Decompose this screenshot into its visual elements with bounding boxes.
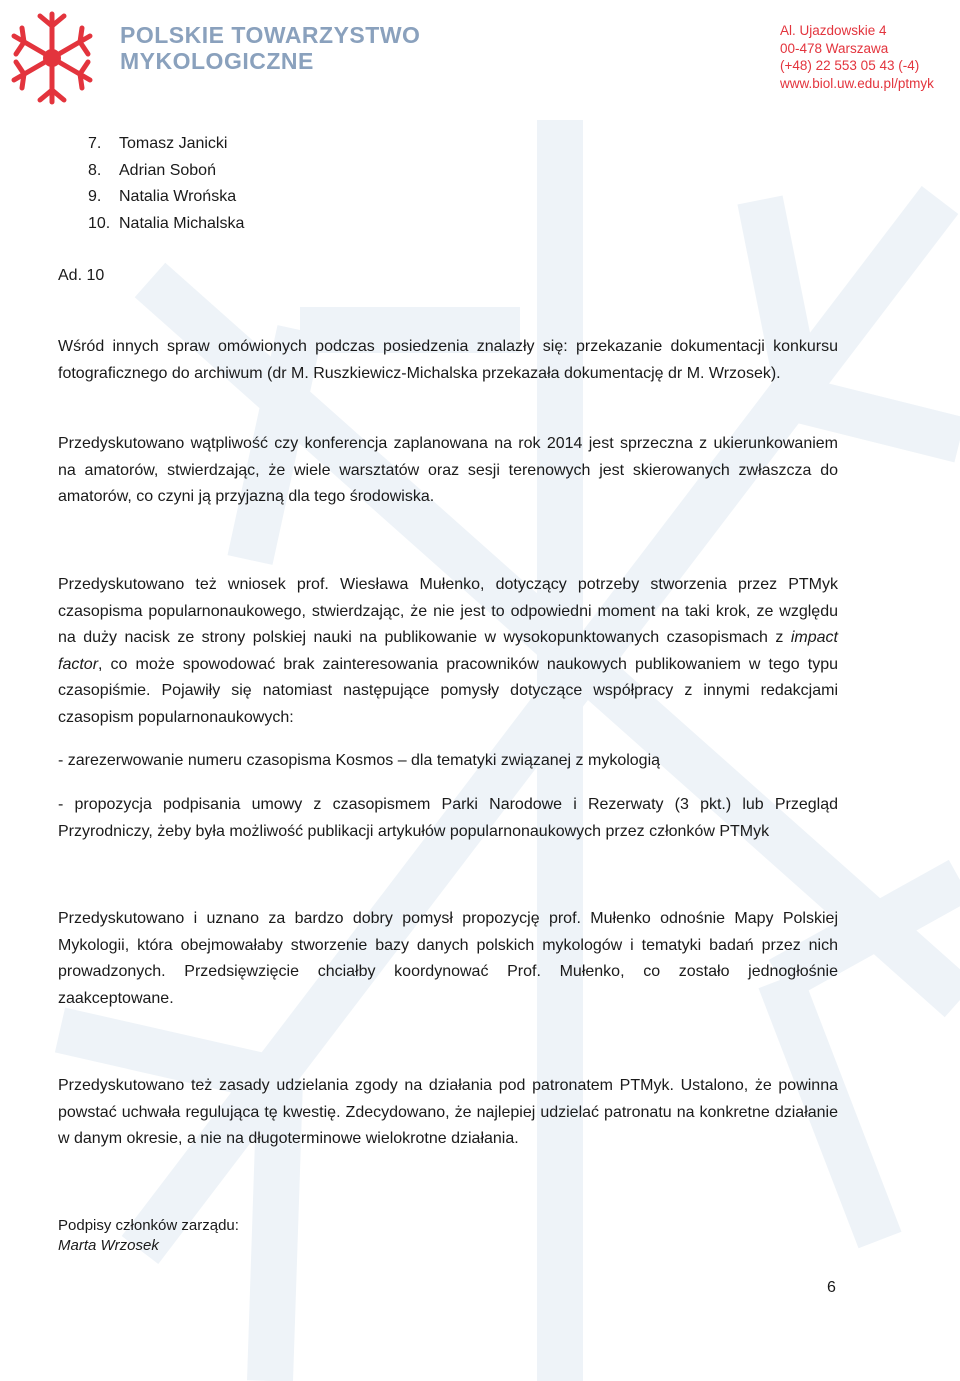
- paragraph-text: , co może spowodować brak zainteresowania pracowników naukowych publikowaniem w tego typu czasopiśmie. Pojawiły się natomiast następujące pomysły dotyczące współpracy z innymi redakcjami czasopism popularnonaukowych:: [58, 655, 838, 726]
- list-item: [88, 211, 244, 238]
- address-street: Al. Ujazdowskie 4: [780, 23, 887, 38]
- list-item-name: Tomasz Janicki: [119, 135, 228, 152]
- signature-name: [58, 1236, 239, 1256]
- ptmyk-logo-icon: [6, 8, 98, 108]
- list-item: [88, 158, 244, 185]
- signature-label: Podpisy członków zarządu:: [58, 1217, 239, 1234]
- list-item-name: Natalia Michalska: [119, 214, 245, 232]
- section-label: Ad. 10: [58, 267, 105, 284]
- organization-address: [780, 22, 934, 92]
- address-phone: (+48) 22 553 05 43 (-4): [780, 58, 920, 73]
- organization-name: [120, 22, 420, 74]
- address-website: www.biol.uw.edu.pl/ptmyk: [780, 75, 934, 91]
- paragraph-mycology-map: Przedyskutowano i uznano za bardzo dobry pomysł propozycję prof. Mułenko odnośnie Mapy Polskiej Mykologii, która obejmowałaby stworzenie bazy danych polskich mykologów i tematyki badań przez nich prowadzonych. Przedsięwzięcie chciałby koordynować Prof. Mułenko, co zostało jednogłośnie zaakceptowane.: [58, 910, 838, 1007]
- organization-name-line1: POLSKIE TOWARZYSTWO: [120, 22, 421, 48]
- signature-name-text: Marta Wrzosek: [58, 1237, 159, 1254]
- list-item-number: 9.: [88, 188, 102, 206]
- list-item-number: 8.: [88, 161, 102, 179]
- paragraph-text: Przedyskutowano też wniosek prof. Wiesława Mułenko, dotyczący potrzeby stworzenia przez PTMyk czasopisma popularnonaukowego, stwierdzając, że nie jest to odpowiedni moment na taki krok, ze względu na duży nacisk ze strony polskiej nauki na publikowanie w wysokopunktowanych czasopismach z: [58, 576, 838, 647]
- signature-block: [58, 1216, 239, 1256]
- paragraph-conference: Przedyskutowano wątpliwość czy konferencja zaplanowana na rok 2014 jest sprzeczna z ukierunkowaniem na amatorów, stwierdzając, że wiele warsztatów oraz sesji terenowych jest skierowanych zwłaszcza do amatorów, co czyni ją przyjazną dla tego środowiska.: [58, 435, 838, 506]
- list-item: [88, 184, 244, 211]
- paragraph-patronage: Przedyskutowano też zasady udzielania zgody na działania pod patronatem PTMyk. Ustalono, że powinna powstać uchwała regulująca tę kwestię. Zdecydowano, że najlepiej udzielać patronatu na konkretne działanie w danym okresie, a nie na długoterminowe wielokrotne działania.: [58, 1077, 838, 1148]
- paragraph-italic-term: impact factor: [58, 629, 838, 673]
- list-item-name: Natalia Wrońska: [119, 188, 237, 206]
- list-item-number: 7.: [88, 135, 102, 152]
- list-dash-item-kosmos: - zarezerwowanie numeru czasopisma Kosmos – dla tematyki związanej z mykologią: [58, 752, 661, 769]
- organization-name-line2: MYKOLOGICZNE: [120, 48, 314, 74]
- paragraph-archive: Wśród innych spraw omówionych podczas posiedzenia znalazły się: przekazanie dokumentacji konkursu fotograficznego do archiwum (dr M. Ruszkiewicz-Michalska przekazała dokumentację dr M. Wrzosek).: [58, 338, 838, 382]
- page-number: 6: [827, 1279, 836, 1296]
- list-item: [88, 131, 244, 158]
- address-city: 00-478 Warszawa: [780, 40, 889, 56]
- list-item-name: Adrian Soboń: [119, 161, 216, 179]
- paragraph-journal-proposal: [58, 572, 838, 732]
- list-item-number: 10.: [88, 214, 111, 232]
- members-list: [88, 131, 244, 237]
- list-dash-item-agreement: - propozycja podpisania umowy z czasopismem Parki Narodowe i Rezerwaty (3 pkt.) lub Przegląd Przyrodniczy, żeby była możliwość publikacji artykułów popularnonaukowych przez członków PTMyk: [58, 796, 838, 840]
